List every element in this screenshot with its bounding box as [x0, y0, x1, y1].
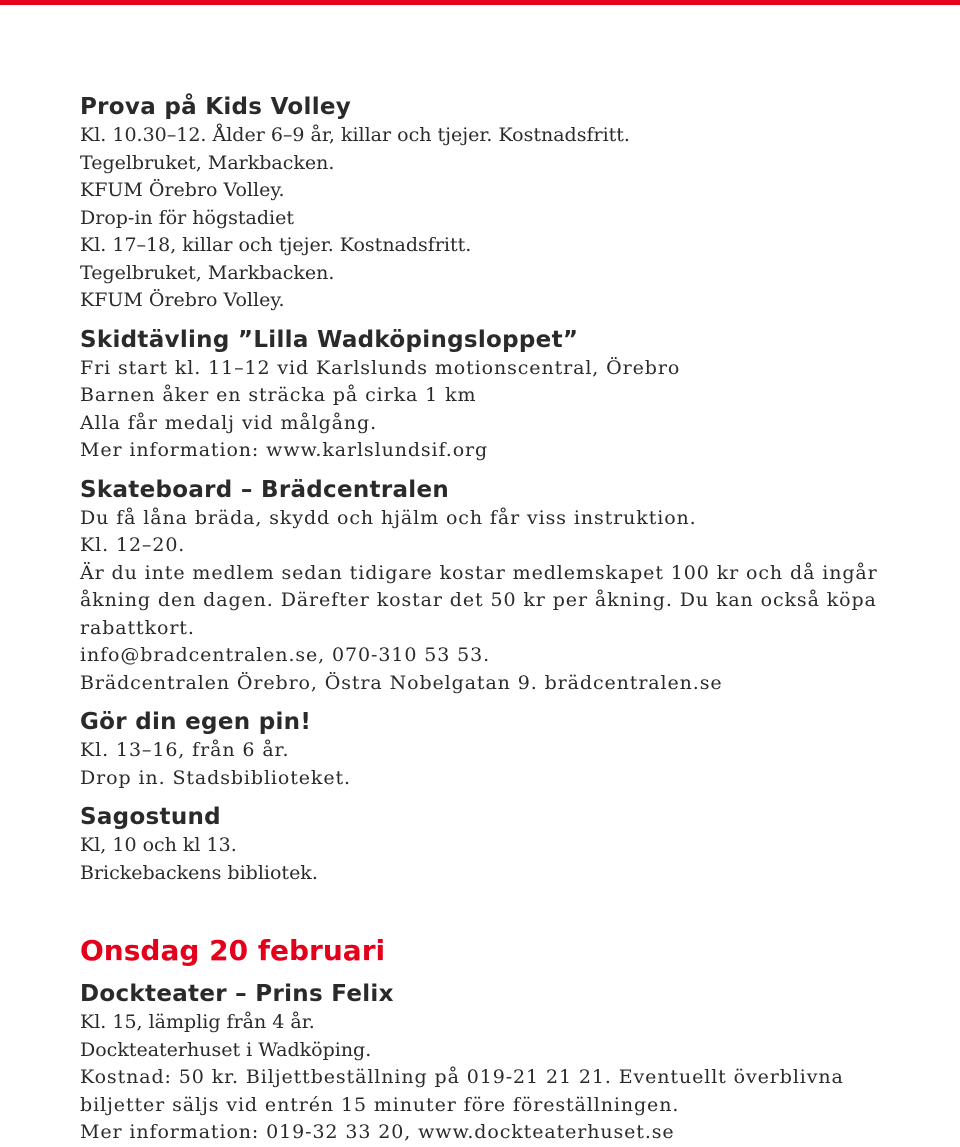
event-line: Drop in. Stadsbiblioteket.: [80, 766, 351, 789]
event-line: biljetter säljs vid entrén 15 minuter före föreställningen.: [80, 1093, 680, 1116]
event-line: Alla får medalj vid målgång.: [80, 411, 378, 434]
event-line: Mer information: 019-32 33 20, www.dockteaterhuset.se: [80, 1121, 675, 1143]
event-line: Dockteaterhuset i Wadköping.: [80, 1038, 372, 1061]
day-heading: Onsdag 20 februari: [80, 934, 386, 967]
event-dockteater: [80, 979, 940, 1147]
event-line: rabattkort.: [80, 616, 195, 639]
event-line: Brädcentralen Örebro, Östra Nobelgatan 9. brädcentralen.se: [80, 671, 723, 694]
event-line: KFUM Örebro Volley.: [80, 289, 285, 311]
event-line: Drop-in för högstadiet: [80, 206, 294, 229]
event-listing: [80, 92, 940, 1147]
event-line: Kostnad: 50 kr. Biljettbeställning på 019-21 21 21. Eventuellt överblivna: [80, 1066, 844, 1088]
event-skateboard: [80, 475, 940, 698]
event-line: åkning den dagen. Därefter kostar det 50 kr per åkning. Du kan också köpa: [80, 589, 877, 611]
event-skidtavling: [80, 325, 940, 465]
event-line: Tegelbruket, Markbacken.: [80, 151, 335, 174]
event-line: Tegelbruket, Markbacken.: [80, 261, 335, 284]
event-line: Kl. 10.30–12. Ålder 6–9 år, killar och tjejer. Kostnadsfritt.: [80, 124, 630, 146]
event-title: Dockteater – Prins Felix: [80, 981, 394, 1007]
event-sagostund: [80, 802, 940, 887]
event-title: Prova på Kids Volley: [80, 94, 352, 120]
event-line: Kl, 10 och kl 13.: [80, 834, 237, 856]
event-title: Gör din egen pin!: [80, 709, 312, 735]
event-line: Kl. 15, lämplig från 4 år.: [80, 1011, 315, 1033]
event-line: Kl. 13–16, från 6 år.: [80, 739, 290, 761]
event-pin: [80, 707, 940, 792]
event-line: Kl. 12–20.: [80, 534, 186, 556]
event-line: Kl. 17–18, killar och tjejer. Kostnadsfritt.: [80, 234, 472, 256]
event-line: info@bradcentralen.se, 070-310 53 53.: [80, 644, 491, 666]
top-accent-bar: [0, 0, 960, 5]
event-title: Skateboard – Brädcentralen: [80, 476, 450, 503]
event-line: KFUM Örebro Volley.: [80, 179, 285, 201]
event-title: Skidtävling ”Lilla Wadköpingsloppet”: [80, 326, 579, 353]
event-line: Mer information: www.karlslundsif.org: [80, 439, 489, 461]
event-line: Du få låna bräda, skydd och hjälm och får viss instruktion.: [80, 506, 697, 529]
event-title: Sagostund: [80, 804, 221, 830]
event-kids-volley: [80, 92, 940, 315]
event-line: Är du inte medlem sedan tidigare kostar medlemskapet 100 kr och då ingår: [80, 561, 878, 584]
event-line: Brickebackens bibliotek.: [80, 861, 318, 884]
event-line: Fri start kl. 11–12 vid Karlslunds motionscentral, Örebro: [80, 356, 681, 379]
event-line: Barnen åker en sträcka på cirka 1 km: [80, 384, 477, 406]
